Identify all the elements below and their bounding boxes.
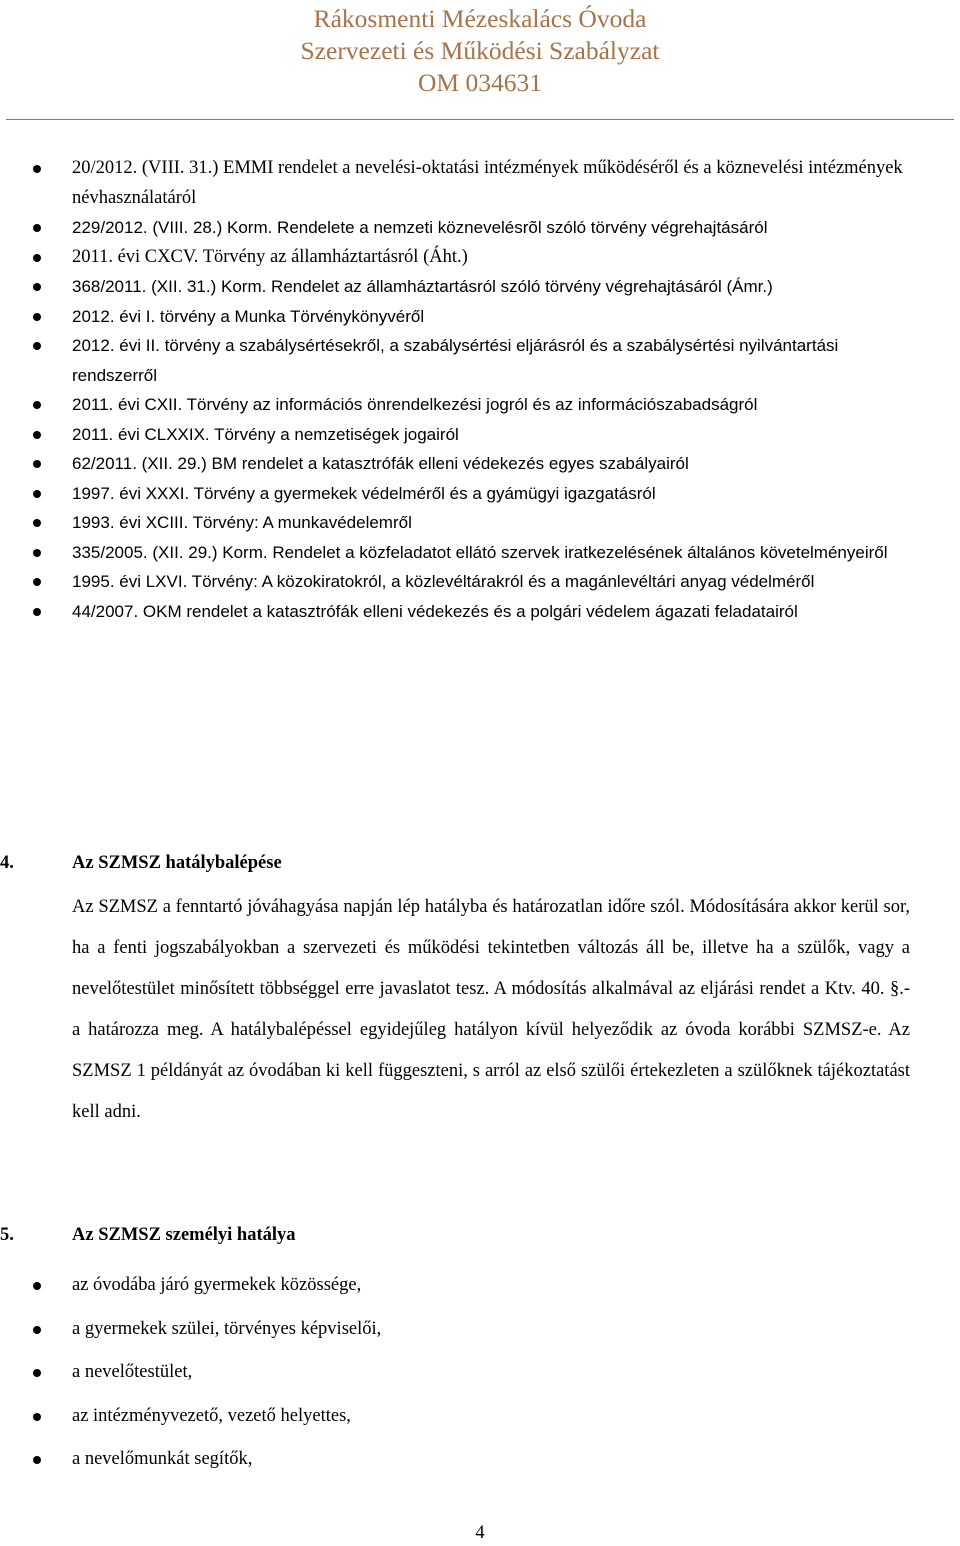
personal-scope-list <box>0 1264 960 1482</box>
list-item-text: 20/2012. (VIII. 31.) EMMI rendelet a nevelési-oktatási intézmények működéséről és a köznevelési intézmények névhasználatáról <box>72 158 903 208</box>
bullet-icon <box>33 1282 41 1290</box>
list-item-text: 2012. évi I. törvény a Munka Törvénykönyvéről <box>72 306 425 326</box>
header-om-number: OM 034631 <box>418 68 542 97</box>
bullet-icon <box>33 460 41 468</box>
bullet-icon <box>33 224 41 232</box>
page-number: 4 <box>475 1523 485 1543</box>
bullet-icon <box>33 254 41 262</box>
bullet-icon <box>33 283 41 291</box>
list-item-text: 2011. évi CLXXIX. Törvény a nemzetiségek jogairól <box>72 424 459 444</box>
list-item <box>0 1308 960 1352</box>
list-item <box>0 1264 960 1308</box>
list-item-text: az óvodába járó gyermekek közössége, <box>72 1275 362 1295</box>
section-4 <box>0 848 960 1122</box>
list-item <box>0 538 960 568</box>
list-item-text: a nevelőmunkát segítők, <box>72 1449 253 1469</box>
bullet-icon <box>33 608 41 616</box>
bullet-icon <box>33 1456 41 1464</box>
bullet-icon <box>33 342 41 350</box>
list-item-text: 2011. évi CXII. Törvény az információs önrendelkezési jogról és az információszabadságról <box>72 395 758 414</box>
list-item <box>0 213 960 243</box>
list-item <box>0 420 960 450</box>
list-item <box>0 479 960 509</box>
list-item <box>0 390 960 420</box>
bullet-icon <box>33 549 41 557</box>
list-item-text: az intézményvezető, vezető helyettes, <box>72 1405 351 1426</box>
legislation-list <box>0 154 960 626</box>
bullet-icon <box>33 401 41 409</box>
list-item-text: a nevelőtestület, <box>72 1362 193 1382</box>
bullet-icon <box>33 1369 41 1377</box>
bullet-icon <box>33 431 41 439</box>
header-divider <box>6 119 954 120</box>
bullet-icon <box>33 1326 41 1334</box>
list-item <box>0 1438 960 1482</box>
bullet-icon <box>33 578 41 586</box>
list-item-text: 1993. évi XCIII. Törvény: A munkavédelemről <box>72 513 412 532</box>
section-number: 5. <box>0 1225 14 1245</box>
list-item <box>0 567 960 597</box>
section-title: Az SZMSZ hatálybalépése <box>72 853 282 873</box>
list-item <box>0 1395 960 1439</box>
list-item-text: a gyermekek szülei, törvényes képviselői, <box>72 1318 382 1339</box>
section-5 <box>0 1220 960 1469</box>
list-item-text: 62/2011. (XII. 29.) BM rendelet a katasztrófák elleni védekezés egyes szabályairól <box>72 454 689 473</box>
list-item <box>0 154 960 213</box>
list-item-text: 368/2011. (XII. 31.) Korm. Rendelet az államháztartásról szóló törvény végrehajtásáról (Ámr.) <box>72 277 773 296</box>
list-item <box>0 1351 960 1395</box>
bullet-icon <box>33 313 41 321</box>
section-4-paragraph: Az SZMSZ a fenntartó jóváhagyása napján lép hatályba és határozatlan időre szól. Módosítására akkor kerül sor, ha a fenti jogszabályokban a szervezeti és működési tekintetben változás áll be, illetve ha a szülők, vagy a nevelőtestület minősített többséggel erre javaslatot tesz. A módosítás alkalmával az eljárási rendet a Ktv. 40. §.- a határozza meg. A hatálybalépéssel egyidejűleg hatályon kívül helyeződik az óvoda korábbi SZMSZ-e. Az SZMSZ 1 példányát az óvodában ki kell függeszteni, s arról az első szülői értekezleten a szülőknek tájékoztatást kell adni. <box>72 897 910 1122</box>
header-institution-name: Rákosmenti Mézeskalács Óvoda <box>313 4 647 33</box>
list-item <box>0 597 960 627</box>
list-item <box>0 449 960 479</box>
list-item <box>0 272 960 302</box>
list-item <box>0 243 960 273</box>
bullet-icon <box>33 519 41 527</box>
list-item-text: 2011. évi CXCV. Törvény az államháztartásról (Áht.) <box>72 246 468 267</box>
list-item-text: 1995. évi LXVI. Törvény: A közokiratokról, a közlevéltárakról és a magánlevéltári anyag védelméről <box>72 572 815 591</box>
section-title: Az SZMSZ személyi hatálya <box>72 1225 296 1245</box>
list-item <box>0 331 960 390</box>
section-number: 4. <box>0 853 14 873</box>
header-document-title: Szervezeti és Működési Szabályzat <box>300 36 660 65</box>
list-item <box>0 302 960 332</box>
list-item-text: 229/2012. (VIII. 28.) Korm. Rendelete a nemzeti köznevelésrõl szóló törvény végrehajtásáról <box>72 218 768 237</box>
section-5-heading <box>0 1220 960 1250</box>
bullet-icon <box>33 490 41 498</box>
page-header <box>0 0 960 124</box>
bullet-icon <box>33 1413 41 1421</box>
bullet-icon <box>33 165 41 173</box>
list-item-text: 44/2007. OKM rendelet a katasztrófák elleni védekezés és a polgári védelem ágazati feladatairól <box>72 601 798 621</box>
list-item-text: 335/2005. (XII. 29.) Korm. Rendelet a közfeladatot ellátó szervek iratkezelésének általános követelményeiről <box>72 542 888 562</box>
list-item-text: 2012. évi II. törvény a szabálysértésekről, a szabálysértési eljárásról és a szabálysértési nyilvántartási rendszerről <box>72 336 839 385</box>
list-item-text: 1997. évi XXXI. Törvény a gyermekek védelméről és a gyámügyi igazgatásról <box>72 483 656 503</box>
section-4-heading <box>0 848 960 878</box>
list-item <box>0 508 960 538</box>
